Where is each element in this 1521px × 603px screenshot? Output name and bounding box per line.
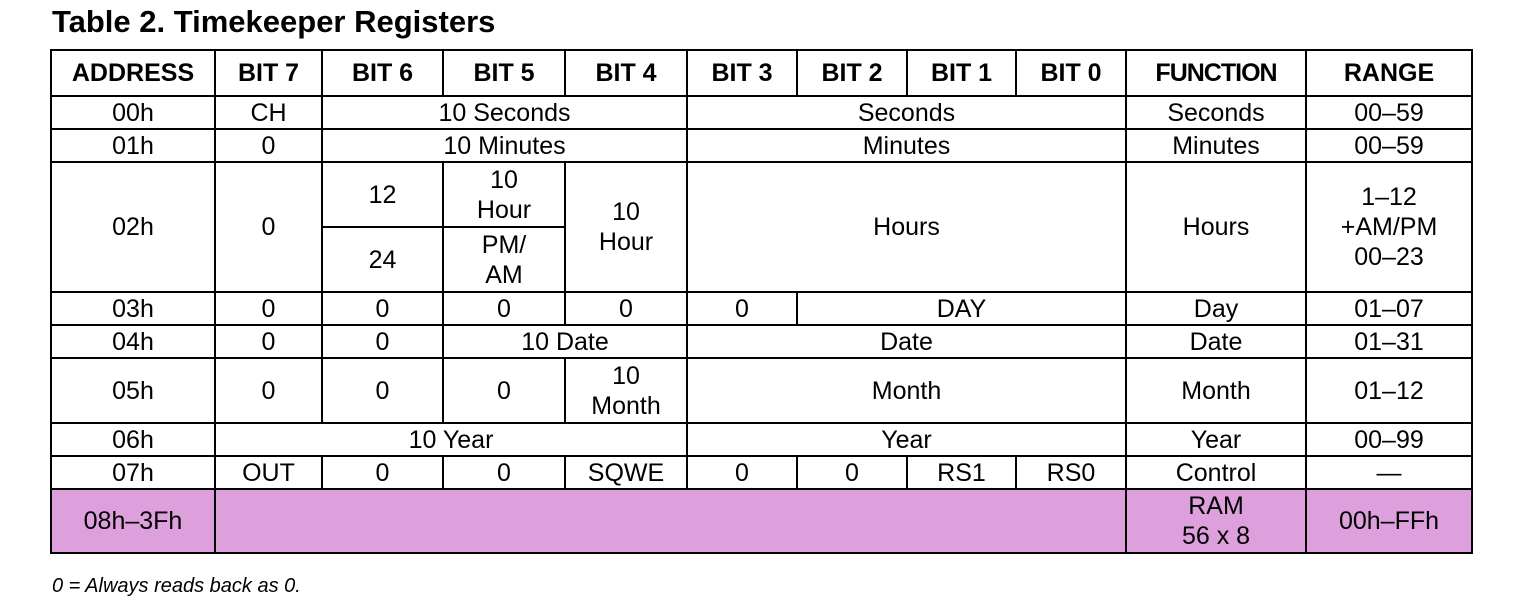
- function-cell: Control: [1126, 456, 1306, 489]
- bit5-cell: 0: [443, 292, 565, 325]
- bit6-12h-cell: 12: [322, 162, 443, 227]
- table-row: [51, 292, 1472, 325]
- units-field-cell: Month: [687, 358, 1126, 423]
- bit6-cell: 0: [322, 325, 443, 358]
- address-cell: 02h: [51, 162, 215, 292]
- bit6-24h-cell: 24: [322, 227, 443, 292]
- range-cell: 01–31: [1306, 325, 1472, 358]
- address-cell: 06h: [51, 423, 215, 456]
- function-cell: Day: [1126, 292, 1306, 325]
- address-cell: 07h: [51, 456, 215, 489]
- timekeeper-registers-table: [50, 49, 1473, 554]
- tens-field-cell: 10 Minutes: [322, 129, 687, 162]
- day-field-cell: DAY: [797, 292, 1126, 325]
- range-cell: [1306, 162, 1472, 292]
- tens-field-cell: 10 Date: [443, 325, 687, 358]
- bit6-cell: 0: [322, 456, 443, 489]
- address-cell: 01h: [51, 129, 215, 162]
- header-bit3: BIT 3: [687, 50, 797, 96]
- function-cell: Seconds: [1126, 96, 1306, 129]
- bit4-line2: Hour: [598, 228, 654, 256]
- table-row: [51, 456, 1472, 489]
- bit4-cell: 0: [565, 292, 687, 325]
- tens-field-cell: 10 Year: [215, 423, 687, 456]
- table-title: Table 2. Timekeeper Registers: [52, 4, 496, 39]
- header-bit7: BIT 7: [215, 50, 322, 96]
- units-field-cell: Minutes: [687, 129, 1126, 162]
- header-bit1: BIT 1: [907, 50, 1016, 96]
- bit7-cell: 0: [215, 292, 322, 325]
- range-line1: 1–12: [1361, 183, 1417, 211]
- address-cell: 04h: [51, 325, 215, 358]
- bit5-10hour-line1: 10: [490, 165, 518, 194]
- header-function: FUNCTION: [1126, 50, 1306, 96]
- range-cell: 00h–FFh: [1306, 489, 1472, 553]
- range-cell: 01–07: [1306, 292, 1472, 325]
- bit4-line2: Month: [591, 391, 661, 420]
- header-bit4: BIT 4: [565, 50, 687, 96]
- address-cell: 00h: [51, 96, 215, 129]
- bit4-10hour-cell: [565, 162, 687, 292]
- bit7-cell: 0: [215, 325, 322, 358]
- function-cell: Hours: [1126, 162, 1306, 292]
- ram-function-line2: 56 x 8: [1181, 522, 1251, 550]
- units-field-cell: Year: [687, 423, 1126, 456]
- bit6-cell: 0: [322, 358, 443, 423]
- address-cell: 05h: [51, 358, 215, 423]
- bit4-line1: 10: [612, 361, 640, 390]
- table-row: [51, 96, 1472, 129]
- bit5-10hour-line2: Hour: [476, 195, 532, 224]
- bit0-cell: RS0: [1016, 456, 1126, 489]
- header-address: ADDRESS: [51, 50, 215, 96]
- function-cell: Month: [1126, 358, 1306, 423]
- header-bit5: BIT 5: [443, 50, 565, 96]
- bit5-pm-am-line2: AM: [485, 260, 523, 289]
- table-row: [51, 423, 1472, 456]
- units-field-cell: Hours: [687, 162, 1126, 292]
- address-cell: 03h: [51, 292, 215, 325]
- bit7-cell: 0: [215, 129, 322, 162]
- address-cell: 08h–3Fh: [51, 489, 215, 553]
- bit5-cell: 0: [443, 358, 565, 423]
- tens-field-cell: 10 Seconds: [322, 96, 687, 129]
- range-line3: 00–23: [1354, 243, 1424, 271]
- bit2-cell: 0: [797, 456, 907, 489]
- function-cell: Minutes: [1126, 129, 1306, 162]
- header-bit0: BIT 0: [1016, 50, 1126, 96]
- header-row: [51, 50, 1472, 96]
- bit1-cell: RS1: [907, 456, 1016, 489]
- table-row: [51, 325, 1472, 358]
- bit5-10hour-cell: [443, 162, 565, 227]
- table-footnote: 0 = Always reads back as 0.: [52, 575, 301, 597]
- table-row: [51, 162, 1472, 227]
- bit7-cell: OUT: [215, 456, 322, 489]
- bit5-cell: 0: [443, 456, 565, 489]
- function-cell: [1126, 489, 1306, 553]
- bit5-pm-am-cell: [443, 227, 565, 292]
- bit5-pm-am-line1: PM/: [481, 230, 527, 259]
- header-bit6: BIT 6: [322, 50, 443, 96]
- header-range: RANGE: [1306, 50, 1472, 96]
- bit7-cell: 0: [215, 358, 322, 423]
- bit7-cell: CH: [215, 96, 322, 129]
- bit7-cell: 0: [215, 162, 322, 292]
- table-row: [51, 129, 1472, 162]
- range-cell: 00–59: [1306, 129, 1472, 162]
- header-bit2: BIT 2: [797, 50, 907, 96]
- function-cell: Year: [1126, 423, 1306, 456]
- range-cell: 00–99: [1306, 423, 1472, 456]
- bit4-cell: SQWE: [565, 456, 687, 489]
- units-field-cell: Date: [687, 325, 1126, 358]
- ram-function-line1: RAM: [1188, 492, 1244, 520]
- bit6-cell: 0: [322, 292, 443, 325]
- function-cell: Date: [1126, 325, 1306, 358]
- bit4-10month-cell: [565, 358, 687, 423]
- ram-bits-cell: [215, 489, 1126, 553]
- bit4-line1: 10: [612, 198, 640, 226]
- table-row-ram: [51, 489, 1472, 553]
- bit3-cell: 0: [687, 292, 797, 325]
- range-cell: 00–59: [1306, 96, 1472, 129]
- table-row: [51, 358, 1472, 423]
- bit3-cell: 0: [687, 456, 797, 489]
- units-field-cell: Seconds: [687, 96, 1126, 129]
- range-cell: —: [1306, 456, 1472, 489]
- range-cell: 01–12: [1306, 358, 1472, 423]
- range-line2: +AM/PM: [1340, 213, 1438, 241]
